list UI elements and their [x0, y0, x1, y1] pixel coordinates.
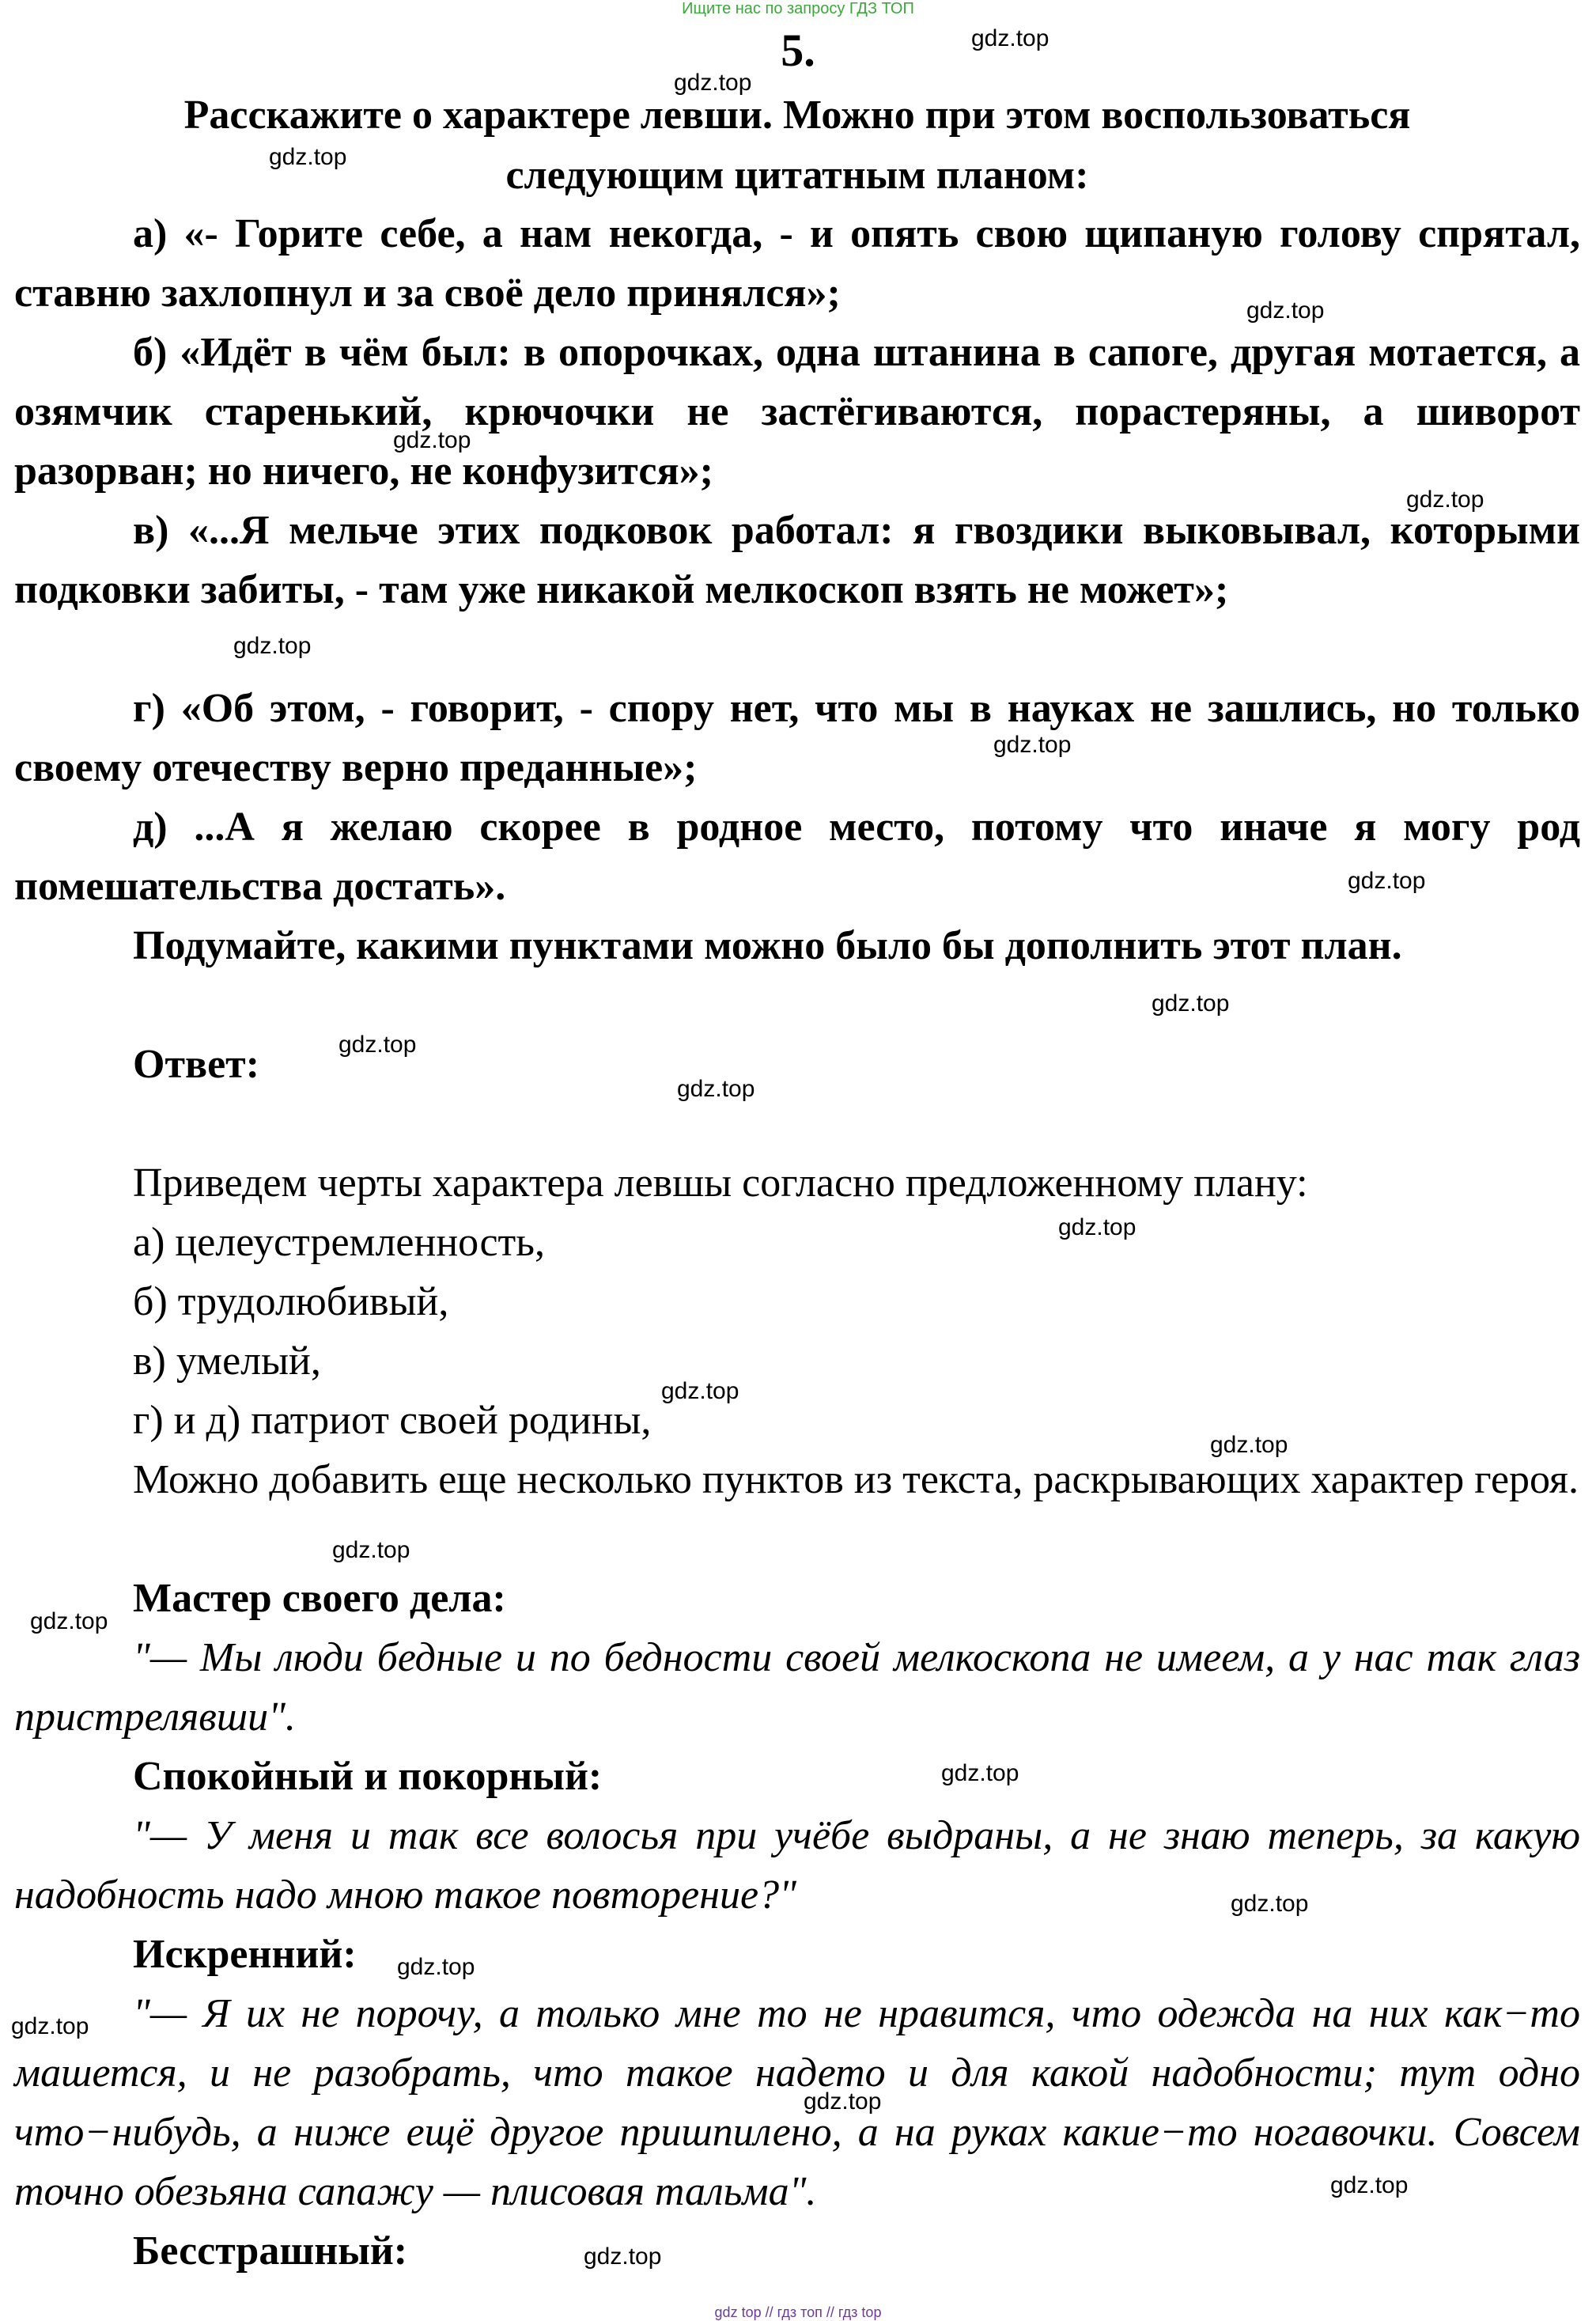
trait-b: б) трудолюбивый, — [133, 1279, 449, 1324]
watermark: gdz.top — [1406, 487, 1484, 513]
watermark: gdz.top — [233, 633, 312, 659]
watermark: gdz.top — [338, 1032, 417, 1058]
section-heading-fearless: Бесстрашный: — [133, 2228, 408, 2274]
watermark: gdz.top — [941, 1760, 1019, 1786]
plan-item-b: б) «Идёт в чём был: в опорочках, одна штанина в сапоге, другая мотается, а озямчик старенький, крючочки не застёгиваются, порастеряны, а шиворот разорван; но ничего, не конфузится»; — [14, 330, 1580, 494]
watermark: gdz.top — [1058, 1214, 1136, 1240]
watermark: gdz.top — [584, 2243, 662, 2270]
watermark: gdz.top — [11, 2013, 89, 2039]
trait-a: а) целеустремленность, — [133, 1220, 545, 1265]
task-number: 5. — [781, 25, 815, 76]
watermark: gdz.top — [804, 2088, 882, 2115]
watermark: gdz.top — [1246, 297, 1325, 324]
plan-item-d: д) ...А я желаю скорее в родное место, потому что иначе я могу род помешательства достать». — [14, 805, 1580, 909]
section-heading-calm: Спокойный и покорный: — [133, 1754, 603, 1799]
task-title-line2: следующим цитатным планом: — [505, 153, 1089, 198]
watermark: gdz.top — [993, 732, 1072, 758]
watermark: gdz.top — [677, 1076, 755, 1102]
watermark: gdz.top — [1330, 2172, 1409, 2198]
answer-extra: Можно добавить еще несколько пунктов из текста, раскрывающих характер героя. — [133, 1457, 1579, 1502]
watermark: gdz.top — [661, 1378, 739, 1404]
watermark: gdz.top — [397, 1954, 475, 1980]
section-heading-master: Мастер своего дела: — [133, 1576, 506, 1621]
section-quote-calm: "— У меня и так все волосья при учёбе выдраны, а не знаю теперь, за какую надобность надо мною такое повторение?" — [14, 1813, 1580, 1918]
answer-label: Ответ: — [133, 1042, 260, 1087]
task-title-line1: Расскажите о характере левши. Можно при этом воспользоваться — [183, 93, 1411, 138]
top-banner: Ищите нас по запросу ГДЗ ТОП — [682, 0, 914, 17]
watermark: gdz.top — [269, 144, 347, 170]
watermark: gdz.top — [674, 70, 752, 96]
task-closing: Подумайте, какими пунктами можно было бы дополнить этот план. — [133, 923, 1402, 968]
watermark: gdz.top — [1210, 1432, 1288, 1458]
section-quote-master: "— Мы люди бедные и по бедности своей мелкоскопа не имеем, а у нас так глаз пристрелявши". — [14, 1635, 1580, 1740]
watermark: gdz.top — [1231, 1891, 1309, 1917]
watermark: gdz.top — [30, 1608, 108, 1634]
section-heading-sincere: Искренний: — [133, 1932, 357, 1977]
watermark: gdz.top — [971, 25, 1050, 51]
watermark: gdz.top — [393, 427, 471, 453]
bottom-banner: gdz top // гдз топ // гдз top — [714, 2304, 882, 2320]
plan-item-a: а) «- Горите себе, а нам некогда, - и опять свою щипаную голову спрятал, ставню захлопнул и за своё дело принялся»; — [14, 211, 1580, 316]
watermark: gdz.top — [1152, 990, 1230, 1017]
trait-v: в) умелый, — [133, 1338, 321, 1384]
watermark: gdz.top — [1348, 868, 1426, 894]
plan-item-g: г) «Об этом, - говорит, - спору нет, что мы в науках не зашлись, но только своему отечеству верно преданные»; — [14, 686, 1580, 790]
plan-item-v: в) «...Я мельче этих подковок работал: я гвоздики выковывал, которыми подковки забиты, - там уже никакой мелкоскоп взять не может»; — [14, 508, 1580, 612]
answer-intro: Приведем черты характера левшы согласно предложенному плану: — [133, 1160, 1308, 1206]
trait-g-d: г) и д) патриот своей родины, — [133, 1398, 652, 1443]
section-quote-sincere: "— Я их не порочу, а только мне то не нравится, что одежда на них как−то машется, и не разобрать, что такое надето и для какой надобности; тут одно что−нибудь, а ниже ещё другое пришпилено, а на руках какие−то ногавочки. Совсем точно обезьяна сапажу — плисовая тальма". — [14, 1991, 1580, 2214]
watermark: gdz.top — [332, 1537, 410, 1563]
